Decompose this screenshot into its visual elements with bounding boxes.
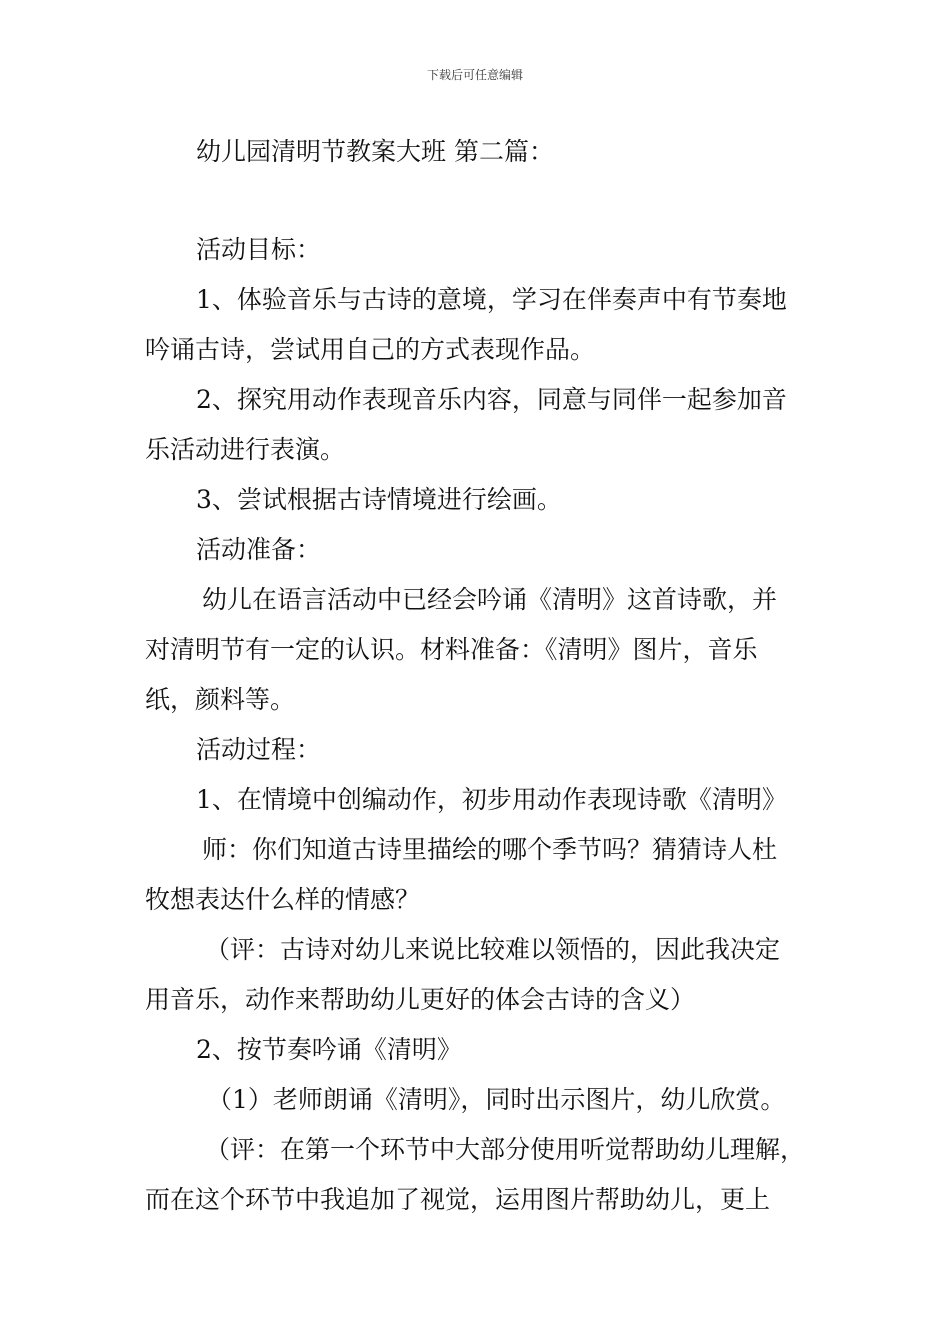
section-heading-process: 活动过程： xyxy=(196,735,322,764)
paragraph-line: 牧想表达什么样的情感？ xyxy=(145,885,421,914)
paragraph-line: 2、探究用动作表现音乐内容，同意与同伴一起参加音 xyxy=(196,385,787,414)
paragraph-line: 乐活动进行表演。 xyxy=(145,435,346,464)
paragraph-line: 1、在情境中创编动作，初步用动作表现诗歌《清明》 xyxy=(196,785,787,814)
section-heading-preparation: 活动准备： xyxy=(196,535,322,564)
paragraph-line: （1）老师朗诵《清明》，同时出示图片，幼儿欣赏。 xyxy=(207,1085,786,1114)
paragraph-line: 3、尝试根据古诗情境进行绘画。 xyxy=(196,485,562,514)
paragraph-line: 用音乐，动作来帮助幼儿更好的体会古诗的含义） xyxy=(145,985,696,1014)
document-title: 幼儿园清明节教案大班 第二篇： xyxy=(196,137,554,166)
paragraph-line: （评：古诗对幼儿来说比较难以领悟的，因此我决定 xyxy=(205,935,781,964)
paragraph-line: （评：在第一个环节中大部分使用听觉帮助幼儿理解， xyxy=(205,1135,806,1164)
paragraph-line: 幼儿在语言活动中已经会吟诵《清明》这首诗歌，并 xyxy=(202,585,778,614)
paragraph-line: 吟诵古诗，尝试用自己的方式表现作品。 xyxy=(145,335,596,364)
header-note: 下载后可任意编辑 xyxy=(426,68,523,82)
paragraph-line: 1、体验音乐与古诗的意境，学习在伴奏声中有节奏地 xyxy=(196,285,787,314)
paragraph-line: 对清明节有一定的认识。材料准备：《清明》图片，音乐 xyxy=(145,635,758,664)
paragraph-line: 师：你们知道古诗里描绘的哪个季节吗？猜猜诗人杜 xyxy=(202,835,778,864)
paragraph-line: 而在这个环节中我追加了视觉，运用图片帮助幼儿，更上 xyxy=(145,1185,771,1214)
paragraph-line: 2、按节奏吟诵《清明》 xyxy=(196,1035,462,1064)
paragraph-line: 纸，颜料等。 xyxy=(145,685,296,714)
section-heading-goals: 活动目标： xyxy=(196,235,322,264)
